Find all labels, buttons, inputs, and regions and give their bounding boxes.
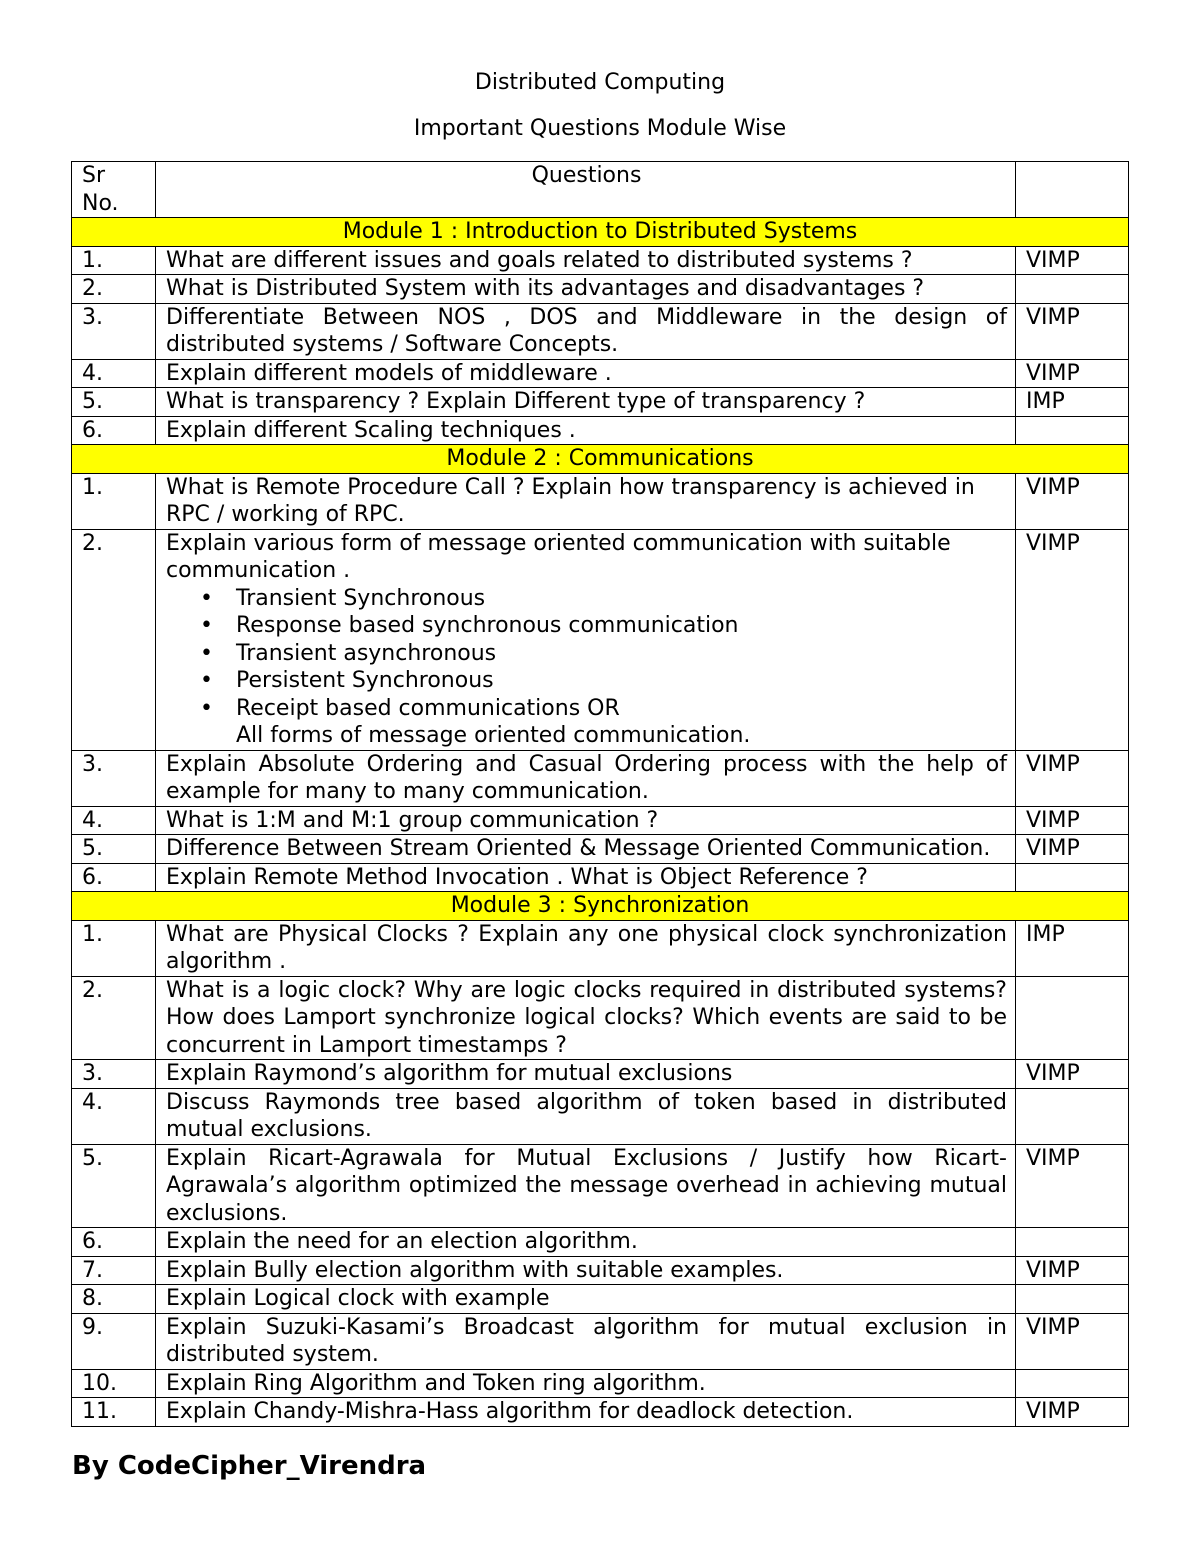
importance-tag: VIMP xyxy=(1016,1256,1129,1285)
question-text: Explain Raymond’s algorithm for mutual exclusions xyxy=(156,1060,1016,1089)
question-text: Explain Remote Method Invocation . What is Object Reference ? xyxy=(156,863,1016,892)
table-row xyxy=(72,1313,1129,1369)
questions-table xyxy=(71,161,1129,1427)
question-text: What is a logic clock? Why are logic clocks required in distributed systems? How does Lamport synchronize logical clocks? Which events are said to be concurrent in Lamport timestamps ? xyxy=(156,976,1016,1060)
table-row xyxy=(72,1285,1129,1314)
sr-no: 11. xyxy=(72,1398,156,1427)
table-row xyxy=(72,835,1129,864)
sr-no: 7. xyxy=(72,1256,156,1285)
question-text: Explain different Scaling techniques . xyxy=(156,416,1016,445)
sr-no: 10. xyxy=(72,1369,156,1398)
importance-tag xyxy=(1016,1285,1129,1314)
bullet-item: • Response based synchronous communication xyxy=(236,612,1007,640)
question-text: What are different issues and goals related to distributed systems ? xyxy=(156,246,1016,275)
table-row xyxy=(72,1144,1129,1228)
table-row xyxy=(72,1060,1129,1089)
table-row xyxy=(72,1256,1129,1285)
question-text: What is 1:M and M:1 group communication ? xyxy=(156,806,1016,835)
importance-tag: VIMP xyxy=(1016,806,1129,835)
table-row xyxy=(72,388,1129,417)
question-text: What are Physical Clocks ? Explain any one physical clock synchronization algorithm . xyxy=(156,920,1016,976)
question-text: Explain different models of middleware . xyxy=(156,359,1016,388)
table-row xyxy=(72,1088,1129,1144)
importance-tag xyxy=(1016,416,1129,445)
importance-tag: IMP xyxy=(1016,388,1129,417)
module-header-row xyxy=(72,218,1129,247)
table-row xyxy=(72,416,1129,445)
question-text: What is transparency ? Explain Different type of transparency ? xyxy=(156,388,1016,417)
importance-tag: VIMP xyxy=(1016,1144,1129,1228)
importance-tag: VIMP xyxy=(1016,473,1129,529)
table-row xyxy=(72,1369,1129,1398)
table-header-row xyxy=(72,162,1129,218)
table-row xyxy=(72,359,1129,388)
question-text: Explain Ricart-Agrawala for Mutual Exclusions / Justify how Ricart-Agrawala’s algorithm optimized the message overhead in achieving mutual exclusions. xyxy=(156,1144,1016,1228)
sr-no: 1. xyxy=(72,920,156,976)
question-text: Differentiate Between NOS , DOS and Middleware in the design of distributed systems / Software Concepts. xyxy=(156,303,1016,359)
table-row xyxy=(72,920,1129,976)
question-text: Difference Between Stream Oriented & Message Oriented Communication. xyxy=(156,835,1016,864)
module-header-row xyxy=(72,445,1129,474)
importance-tag xyxy=(1016,863,1129,892)
header-questions: Questions xyxy=(156,162,1016,218)
table-row xyxy=(72,246,1129,275)
table-row xyxy=(72,806,1129,835)
sr-no: 4. xyxy=(72,806,156,835)
sr-no: 5. xyxy=(72,388,156,417)
importance-tag xyxy=(1016,1088,1129,1144)
module-header-row xyxy=(72,892,1129,921)
question-text: Explain Ring Algorithm and Token ring algorithm. xyxy=(156,1369,1016,1398)
author-credit: By CodeCipher_Virendra xyxy=(72,1451,427,1481)
importance-tag xyxy=(1016,275,1129,304)
bullet-item: • Persistent Synchronous xyxy=(236,667,1007,695)
document-subtitle: Important Questions Module Wise xyxy=(413,116,787,141)
sr-no: 1. xyxy=(72,473,156,529)
sr-no: 3. xyxy=(72,750,156,806)
question-text: What is Distributed System with its advantages and disadvantages ? xyxy=(156,275,1016,304)
sr-no: 9. xyxy=(72,1313,156,1369)
table-row xyxy=(72,1228,1129,1257)
sr-no: 2. xyxy=(72,275,156,304)
question-text: Discuss Raymonds tree based algorithm of token based in distributed mutual exclusions. xyxy=(156,1088,1016,1144)
bullet-item: • Receipt based communications OR xyxy=(236,695,1007,723)
importance-tag: IMP xyxy=(1016,920,1129,976)
module-title: Module 2 : Communications xyxy=(72,445,1129,474)
importance-tag: VIMP xyxy=(1016,1313,1129,1369)
table-row xyxy=(72,303,1129,359)
importance-tag: VIMP xyxy=(1016,246,1129,275)
question-text: Explain various form of message oriented communication with suitable communication . xyxy=(166,530,951,583)
bullet-continuation: All forms of message oriented communication. xyxy=(236,723,751,748)
sr-no: 2. xyxy=(72,529,156,750)
sr-no: 4. xyxy=(72,359,156,388)
sr-no: 6. xyxy=(72,416,156,445)
importance-tag xyxy=(1016,1228,1129,1257)
importance-tag: VIMP xyxy=(1016,529,1129,750)
sr-no: 6. xyxy=(72,863,156,892)
sr-no: 5. xyxy=(72,835,156,864)
question-text: What is Remote Procedure Call ? Explain how transparency is achieved in RPC / working of RPC. xyxy=(156,473,1016,529)
module-title: Module 1 : Introduction to Distributed Systems xyxy=(72,218,1129,247)
table-row xyxy=(72,473,1129,529)
question-text: Explain Suzuki-Kasami’s Broadcast algorithm for mutual exclusion in distributed system. xyxy=(156,1313,1016,1369)
importance-tag: VIMP xyxy=(1016,750,1129,806)
sr-no: 2. xyxy=(72,976,156,1060)
importance-tag xyxy=(1016,976,1129,1060)
header-sr-no: Sr No. xyxy=(72,162,156,218)
table-row xyxy=(72,750,1129,806)
bullet-item: • Transient asynchronous xyxy=(236,640,1007,668)
importance-tag: VIMP xyxy=(1016,835,1129,864)
table-row xyxy=(72,863,1129,892)
importance-tag: VIMP xyxy=(1016,359,1129,388)
importance-tag: VIMP xyxy=(1016,303,1129,359)
question-text: Explain Logical clock with example xyxy=(156,1285,1016,1314)
sr-no: 3. xyxy=(72,1060,156,1089)
question-text: Explain Absolute Ordering and Casual Ordering process with the help of example for many to many communication. xyxy=(156,750,1016,806)
sr-no: 5. xyxy=(72,1144,156,1228)
question-text: Explain Bully election algorithm with suitable examples. xyxy=(156,1256,1016,1285)
importance-tag xyxy=(1016,1369,1129,1398)
table-row xyxy=(72,529,1129,750)
question-text: Explain the need for an election algorithm. xyxy=(156,1228,1016,1257)
question-text: Explain Chandy-Mishra-Hass algorithm for deadlock detection. xyxy=(156,1398,1016,1427)
header-importance xyxy=(1016,162,1129,218)
sr-no: 3. xyxy=(72,303,156,359)
document-title: Distributed Computing xyxy=(474,70,726,95)
importance-tag: VIMP xyxy=(1016,1060,1129,1089)
sr-no: 8. xyxy=(72,1285,156,1314)
table-row xyxy=(72,275,1129,304)
module-title: Module 3 : Synchronization xyxy=(72,892,1129,921)
question-cell xyxy=(156,529,1016,750)
table-row xyxy=(72,1398,1129,1427)
table-row xyxy=(72,976,1129,1060)
bullet-item: • Transient Synchronous xyxy=(236,585,1007,613)
importance-tag: VIMP xyxy=(1016,1398,1129,1427)
sr-no: 4. xyxy=(72,1088,156,1144)
sr-no: 1. xyxy=(72,246,156,275)
bullet-list xyxy=(166,585,1007,723)
sr-no: 6. xyxy=(72,1228,156,1257)
